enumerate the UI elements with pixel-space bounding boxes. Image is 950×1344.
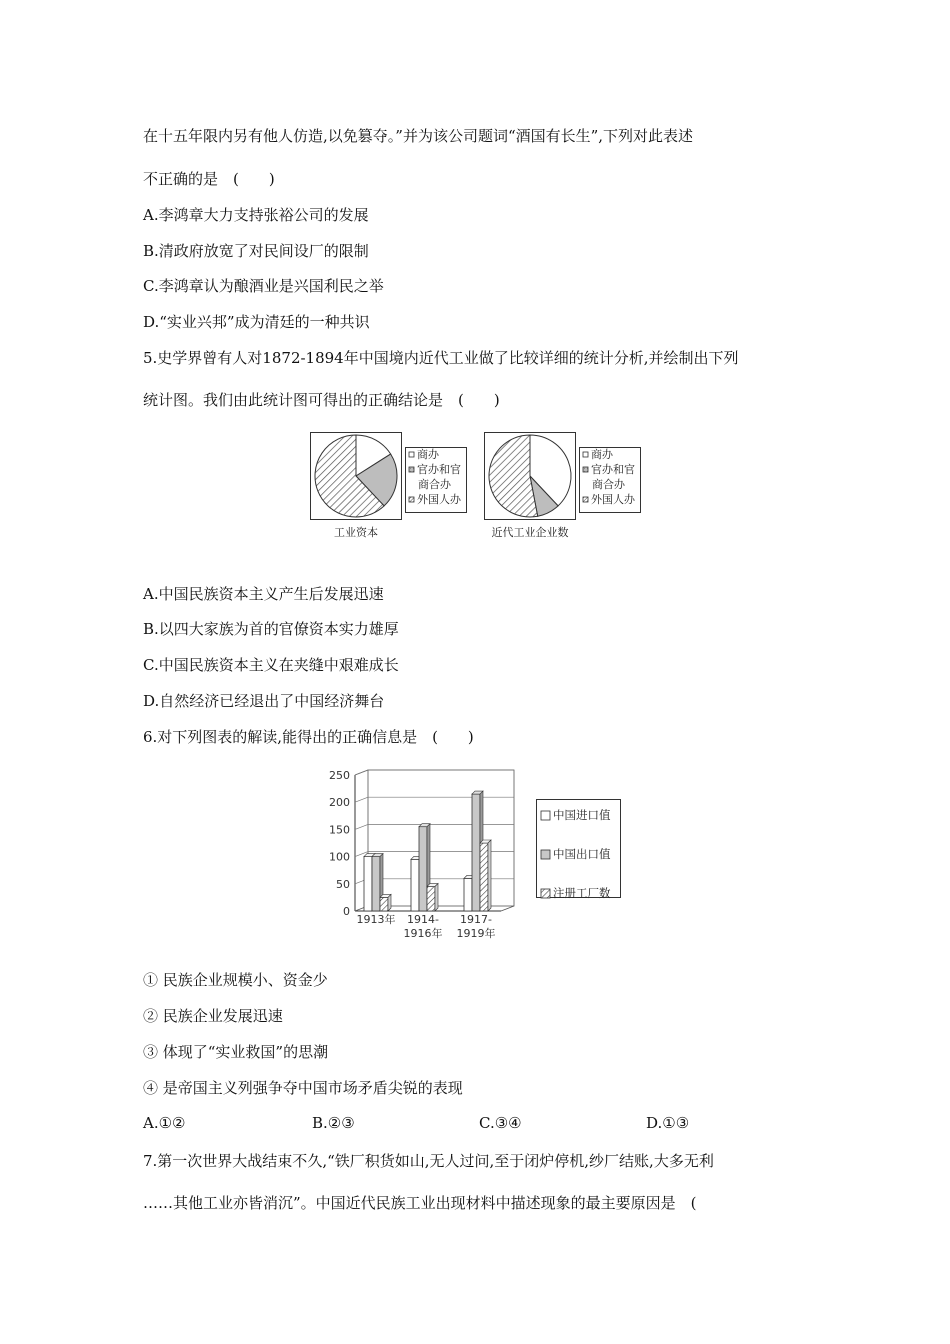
pie-slice-3 (489, 435, 538, 517)
bar-3-3 (480, 843, 488, 911)
q5-stem-line-2: 统计图。我们由此统计图可得出的正确结论是 ( ) (143, 391, 500, 409)
bar-legend-label-1: 中国进口值 (553, 808, 611, 822)
q4-option-d: D.“实业兴邦”成为清廷的一种共识 (143, 313, 370, 331)
bar-chart (315, 762, 635, 944)
gridline (355, 824, 368, 829)
x-tick-label: 1913年 (356, 913, 396, 926)
gridline (355, 797, 368, 802)
bar-legend-label-2: 中国出口值 (553, 847, 611, 861)
q5-option-d: D.自然经济已经退出了中国经济舞台 (143, 692, 385, 710)
x-tick-label: 1916年 (403, 927, 443, 940)
legend-label: 商合办 (592, 478, 625, 491)
legend-swatch-2 (409, 467, 414, 472)
bar-side-3-2 (435, 884, 438, 911)
q6-option-d: D.①③ (646, 1114, 690, 1132)
bar-legend-swatch-2 (541, 850, 550, 859)
pie-chart-2 (485, 433, 641, 540)
q5-stem-line-1: 5.史学界曾有人对1872-1894年中国境内近代工业做了比较详细的统计分析,并绘制出下列 (143, 349, 739, 367)
q6-statement-2: ② 民族企业发展迅速 (143, 1007, 283, 1025)
bar-2-1 (372, 857, 380, 911)
legend-label: 官办和官 (417, 463, 461, 476)
q6-options-row (143, 1114, 843, 1134)
pie-chart-title: 近代工业企业数 (491, 526, 569, 539)
q5-option-c: C.中国民族资本主义在夹缝中艰难成长 (143, 656, 399, 674)
bar-1-2 (411, 859, 419, 911)
y-tick-label: 250 (329, 769, 350, 782)
q6-statement-4: ④ 是帝国主义列强争夺中国市场矛盾尖锐的表现 (143, 1079, 463, 1097)
q5-option-a: A.中国民族资本主义产生后发展迅速 (143, 585, 384, 603)
q5-option-b: B.以四大家族为首的官僚资本实力雄厚 (143, 620, 399, 638)
legend-swatch-3 (583, 497, 588, 502)
bar-3-1 (380, 897, 388, 911)
floor-edge (501, 906, 514, 911)
q6-statement-3: ③ 体现了“实业救国”的思潮 (143, 1043, 329, 1061)
y-tick-label: 150 (329, 823, 350, 837)
q6-statement-1: ① 民族企业规模小、资金少 (143, 971, 328, 989)
legend-swatch-2 (583, 467, 588, 472)
q4-option-b: B.清政府放宽了对民间设厂的限制 (143, 242, 369, 260)
q4-option-c: C.李鸿章认为酿酒业是兴国利民之举 (143, 277, 384, 295)
legend-swatch-1 (583, 452, 588, 457)
bar-3-2 (427, 887, 435, 911)
q6-option-c: C.③④ (479, 1114, 522, 1132)
bar-2-2 (419, 827, 427, 911)
y-tick-label: 200 (329, 796, 350, 810)
gridline (355, 770, 368, 775)
q4-stem-line-1: 在十五年限内另有他人仿造,以免篡夺。”并为该公司题词“酒国有长生”,下列对此表述 (143, 127, 694, 145)
bar-legend-swatch-1 (541, 811, 550, 820)
q4-option-a: A.李鸿章大力支持张裕公司的发展 (143, 206, 369, 224)
pie-chart-title: 工业资本 (334, 526, 378, 539)
plot-back-wall (368, 770, 514, 906)
q6-option-b: B.②③ (312, 1114, 355, 1132)
x-tick-label: 1919年 (456, 927, 496, 940)
legend-label: 外国人办 (591, 493, 635, 506)
legend-label: 商办 (417, 448, 439, 461)
y-tick-label: 0 (343, 905, 350, 918)
q7-stem-line-1: 7.第一次世界大战结束不久,“铁厂积货如山,无人过问,至于闭炉停机,纱厂结账,大多无利 (143, 1152, 714, 1170)
bar-side-3-3 (488, 840, 491, 911)
legend-swatch-3 (409, 497, 414, 502)
q7-stem-line-2: ……其他工业亦皆消沉”。中国近代民族工业出现材料中描述现象的最主要原因是 ( (143, 1194, 697, 1212)
legend-label: 商合办 (418, 478, 451, 491)
y-tick-label: 100 (329, 850, 350, 864)
q4-stem-line-2: 不正确的是 ( ) (143, 170, 275, 188)
bar-legend-swatch-3 (541, 889, 550, 898)
legend-swatch-1 (409, 452, 414, 457)
legend-label: 外国人办 (417, 493, 461, 506)
q6-option-a: A.①② (143, 1114, 186, 1132)
x-tick-label: 1917- (460, 913, 492, 926)
legend-label: 官办和官 (591, 463, 635, 476)
bar-legend-label-3: 注册工厂数 (553, 886, 611, 900)
bar-1-3 (464, 878, 472, 911)
pie-chart-1 (311, 433, 467, 540)
y-tick-label: 50 (336, 877, 350, 891)
q6-stem: 6.对下列图表的解读,能得出的正确信息是 ( ) (143, 728, 474, 746)
bar-side-3-1 (388, 894, 391, 911)
bar-2-3 (472, 794, 480, 911)
pie-charts-figure (310, 428, 650, 546)
x-tick-label: 1914- (407, 913, 439, 926)
bar-1-1 (364, 857, 372, 911)
legend-label: 商办 (591, 448, 613, 461)
